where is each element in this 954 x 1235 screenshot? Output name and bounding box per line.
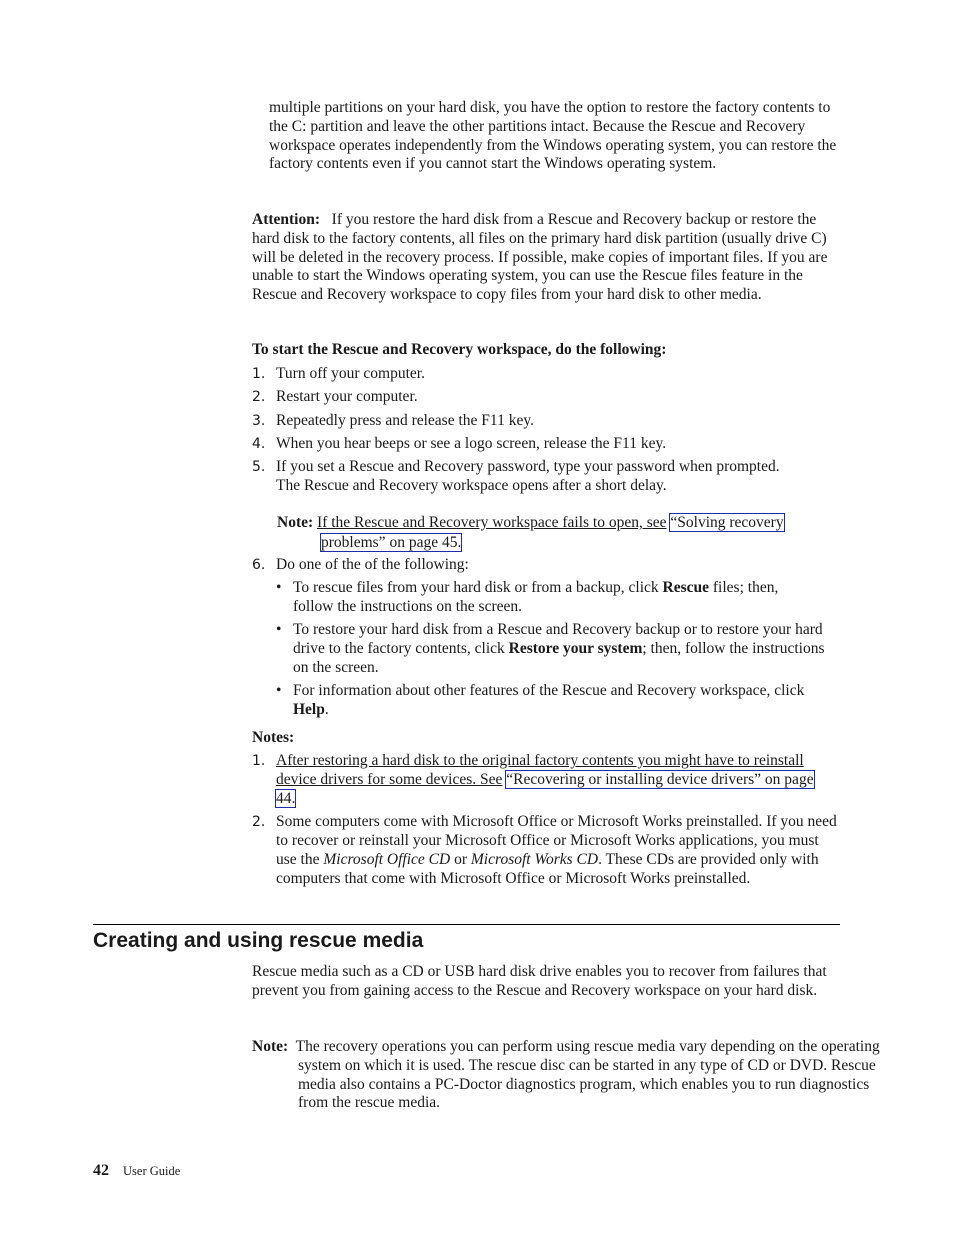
procedure-heading: To start the Rescue and Recovery workspace, do the following: bbox=[252, 341, 667, 358]
step-text: If you set a Rescue and Recovery password, type your password when prompted. The Rescue and Recovery workspace opens after a short delay. bbox=[276, 458, 780, 494]
procedure-step-6 bbox=[252, 556, 852, 575]
help-ui-label: Help bbox=[293, 700, 325, 718]
rescue-ui-label: Rescue bbox=[662, 579, 710, 596]
step-text: Repeatedly press and release the F11 key. bbox=[276, 411, 534, 429]
procedure-steps bbox=[252, 365, 852, 496]
attention-text: If you restore the hard disk from a Rescue and Recovery backup or restore the hard disk to the factory contents, all files on the primary hard disk partition (usually drive C) will be deleted in the recovery process. If possible, make copies of important files. If you are unable to start the Windows operating system, you can use the Rescue files feature in the Rescue and Recovery workspace to copy files from your hard disk to other media. bbox=[252, 211, 828, 304]
bullet-text: For information about other features of the Rescue and Recovery workspace, click bbox=[293, 681, 805, 699]
note-number: 2. bbox=[252, 814, 266, 831]
list-item bbox=[252, 388, 852, 407]
step-number: 4. bbox=[252, 435, 266, 452]
bullet-text: ; then, follow the instructions on the screen. bbox=[293, 639, 825, 676]
step-number: 3. bbox=[252, 412, 266, 429]
step-number: 6. bbox=[252, 557, 266, 573]
notes-list bbox=[252, 752, 842, 889]
list-item bbox=[252, 365, 852, 384]
works-cd-title: Microsoft Works CD bbox=[470, 850, 599, 868]
bullet-text: To restore your hard disk from a Rescue and Recovery backup or to restore your hard drive to the factory contents, click bbox=[293, 621, 823, 657]
bullet-text: To rescue files from your hard disk or from a backup, click bbox=[293, 579, 659, 596]
section-rule bbox=[93, 924, 840, 925]
intro-paragraph: multiple partitions on your hard disk, you have the option to restore the factory contents to the C: partition and leave the other partitions intact. Because the Rescue and Recovery workspace operates independently from the Windows operating system, you can restore the factory contents even if you cannot start the Windows operating system. bbox=[269, 99, 837, 173]
note-text: If the Rescue and Recovery workspace fails to open, see bbox=[317, 514, 667, 531]
restore-system-ui-label: Restore your system bbox=[508, 639, 643, 657]
step-number: 2. bbox=[252, 389, 266, 406]
list-item bbox=[276, 579, 808, 617]
bullet: • bbox=[276, 579, 282, 596]
note-text: The recovery operations you can perform using rescue media vary depending on the operating system on which it is used. The rescue disc can be started in any type of CD or DVD. Rescue media also contains a PC-Doctor diagnostics program, which enables you to run diagnostics from the rescue media. bbox=[295, 1038, 880, 1112]
list-item bbox=[276, 682, 841, 720]
step-text: When you hear beeps or see a logo screen, release the F11 key. bbox=[276, 434, 667, 452]
section-note bbox=[252, 1038, 886, 1113]
bullet-text: files; then, follow the instructions on the screen. bbox=[293, 579, 779, 615]
step5-note bbox=[277, 513, 841, 552]
step-number: 5. bbox=[252, 459, 266, 476]
office-cd-title: Microsoft Office CD bbox=[323, 850, 451, 868]
bullet-text: . bbox=[324, 700, 329, 718]
note-text: . These CDs are provided only with computers that come with Microsoft Office or Microsoft Works preinstalled. bbox=[276, 850, 819, 887]
attention-label: Attention: bbox=[252, 211, 321, 228]
page-number: 42 bbox=[93, 1162, 109, 1179]
recovering-drivers-link[interactable]: “Recovering or installing device drivers” on page 44. bbox=[276, 770, 814, 807]
step-text: Turn off your computer. bbox=[276, 365, 425, 382]
document-title: User Guide bbox=[123, 1164, 181, 1178]
section-paragraph: Rescue media such as a CD or USB hard disk drive enables you to recover from failures that prevent you from gaining access to the Rescue and Recovery workspace on your hard disk. bbox=[252, 963, 827, 999]
list-item bbox=[276, 621, 838, 677]
step-number: 1. bbox=[252, 366, 266, 382]
note-label: Note: bbox=[252, 1038, 289, 1055]
bullet: • bbox=[276, 681, 282, 699]
notes-heading: Notes: bbox=[252, 729, 295, 746]
step-text: Do one of the of the following: bbox=[276, 556, 469, 573]
list-item bbox=[252, 412, 852, 431]
step6-bullets bbox=[276, 579, 838, 720]
note-text: Some computers come with Microsoft Office or Microsoft Works preinstalled. If you need to recover or reinstall your Microsoft Office or Microsoft Works applications, you must use the bbox=[276, 813, 837, 868]
section-title: Creating and using rescue media bbox=[93, 929, 424, 952]
note-number: 1. bbox=[252, 753, 266, 769]
list-item bbox=[252, 752, 826, 808]
solving-recovery-problems-link[interactable]: “Solving recovery problems” on page 45. bbox=[321, 514, 784, 551]
page-footer bbox=[93, 1162, 180, 1181]
note-text: After restoring a hard disk to the original factory contents you might have to reinstall device drivers for some devices. See bbox=[276, 752, 804, 788]
note-label: Note: bbox=[277, 514, 314, 531]
list-item bbox=[252, 435, 852, 454]
note-text: or bbox=[454, 850, 468, 868]
list-item bbox=[252, 556, 852, 575]
attention-paragraph bbox=[252, 211, 844, 305]
step-text: Restart your computer. bbox=[276, 388, 418, 406]
list-item bbox=[252, 813, 840, 888]
bullet: • bbox=[276, 621, 282, 639]
list-item bbox=[252, 458, 806, 496]
